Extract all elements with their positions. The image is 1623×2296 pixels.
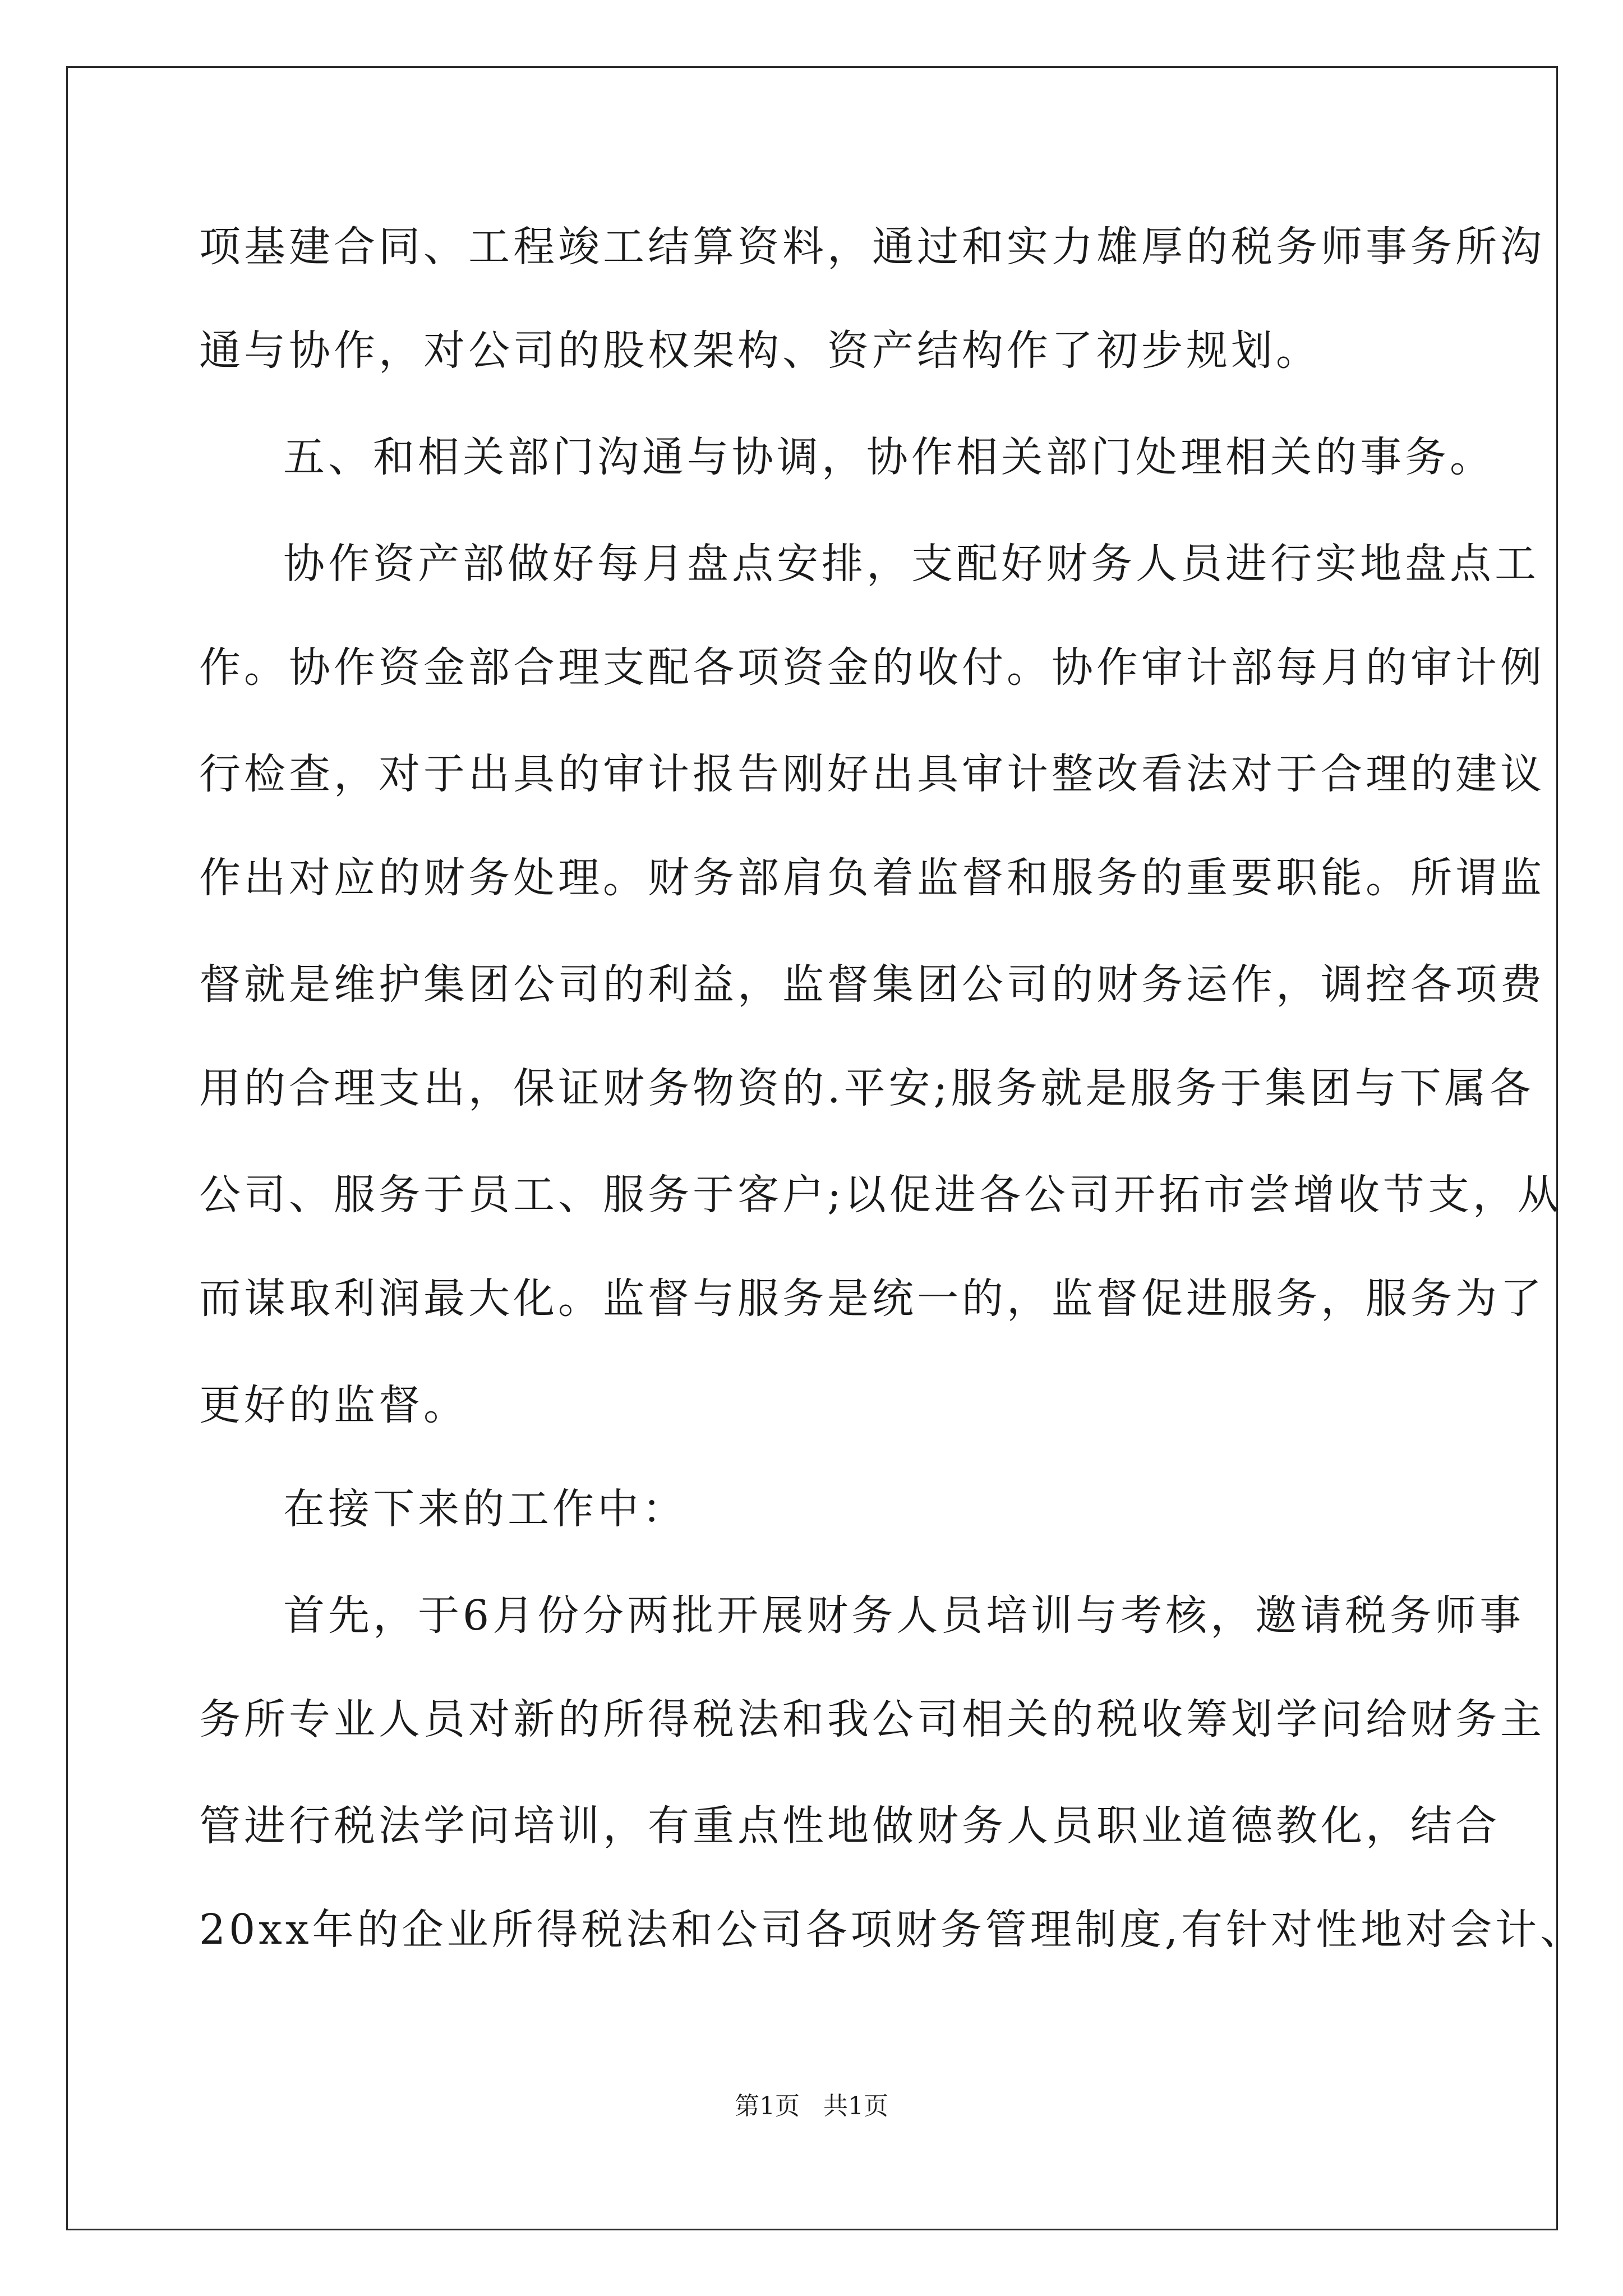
text-line: 管进行税法学问培训，有重点性地做财务人员职业道德教化，结合	[199, 1802, 1500, 1850]
text-line: 协作资产部做好每月盘点安排，支配好财务人员进行实地盘点工	[283, 540, 1539, 588]
text-line: 在接下来的工作中：	[283, 1485, 687, 1533]
text-line: 督就是维护集团公司的利益，监督集团公司的财务运作，调控各项费	[199, 960, 1545, 1009]
text-line: 用的合理支出，保证财务物资的.平安;服务就是服务于集团与下属各	[199, 1064, 1534, 1112]
page-footer	[0, 2090, 1623, 2123]
page-number-current: 第1页	[735, 2092, 800, 2120]
text-line: 更好的监督。	[199, 1381, 468, 1429]
text-line: 公司、服务于员工、服务于客户;以促进各公司开拓市尝增收节支，从	[199, 1171, 1562, 1219]
text-line: 作。协作资金部合理支配各项资金的收付。协作审计部每月的审计例	[199, 643, 1545, 692]
text-line: 首先，于6月份分两批开展财务人员培训与考核，邀请税务师事	[283, 1591, 1525, 1640]
text-line: 20xx年的企业所得税法和公司各项财务管理制度,有针对性地对会计、	[199, 1906, 1585, 1954]
text-line: 行检查，对于出具的审计报告刚好出具审计整改看法对于合理的建议	[199, 750, 1545, 798]
text-line: 而谋取利润最大化。监督与服务是统一的，监督促进服务，服务为了	[199, 1274, 1545, 1323]
text-line: 五、和相关部门沟通与协调，协作相关部门处理相关的事务。	[283, 433, 1495, 481]
text-line: 作出对应的财务处理。财务部肩负着监督和服务的重要职能。所谓监	[199, 854, 1545, 902]
page-number-total: 共1页	[823, 2092, 888, 2120]
text-line: 务所专业人员对新的所得税法和我公司相关的税收筹划学问给财务主	[199, 1695, 1545, 1743]
text-line: 项基建合同、工程竣工结算资料，通过和实力雄厚的税务师事务所沟	[199, 223, 1545, 271]
text-line: 通与协作，对公司的股权架构、资产结构作了初步规划。	[199, 326, 1321, 375]
